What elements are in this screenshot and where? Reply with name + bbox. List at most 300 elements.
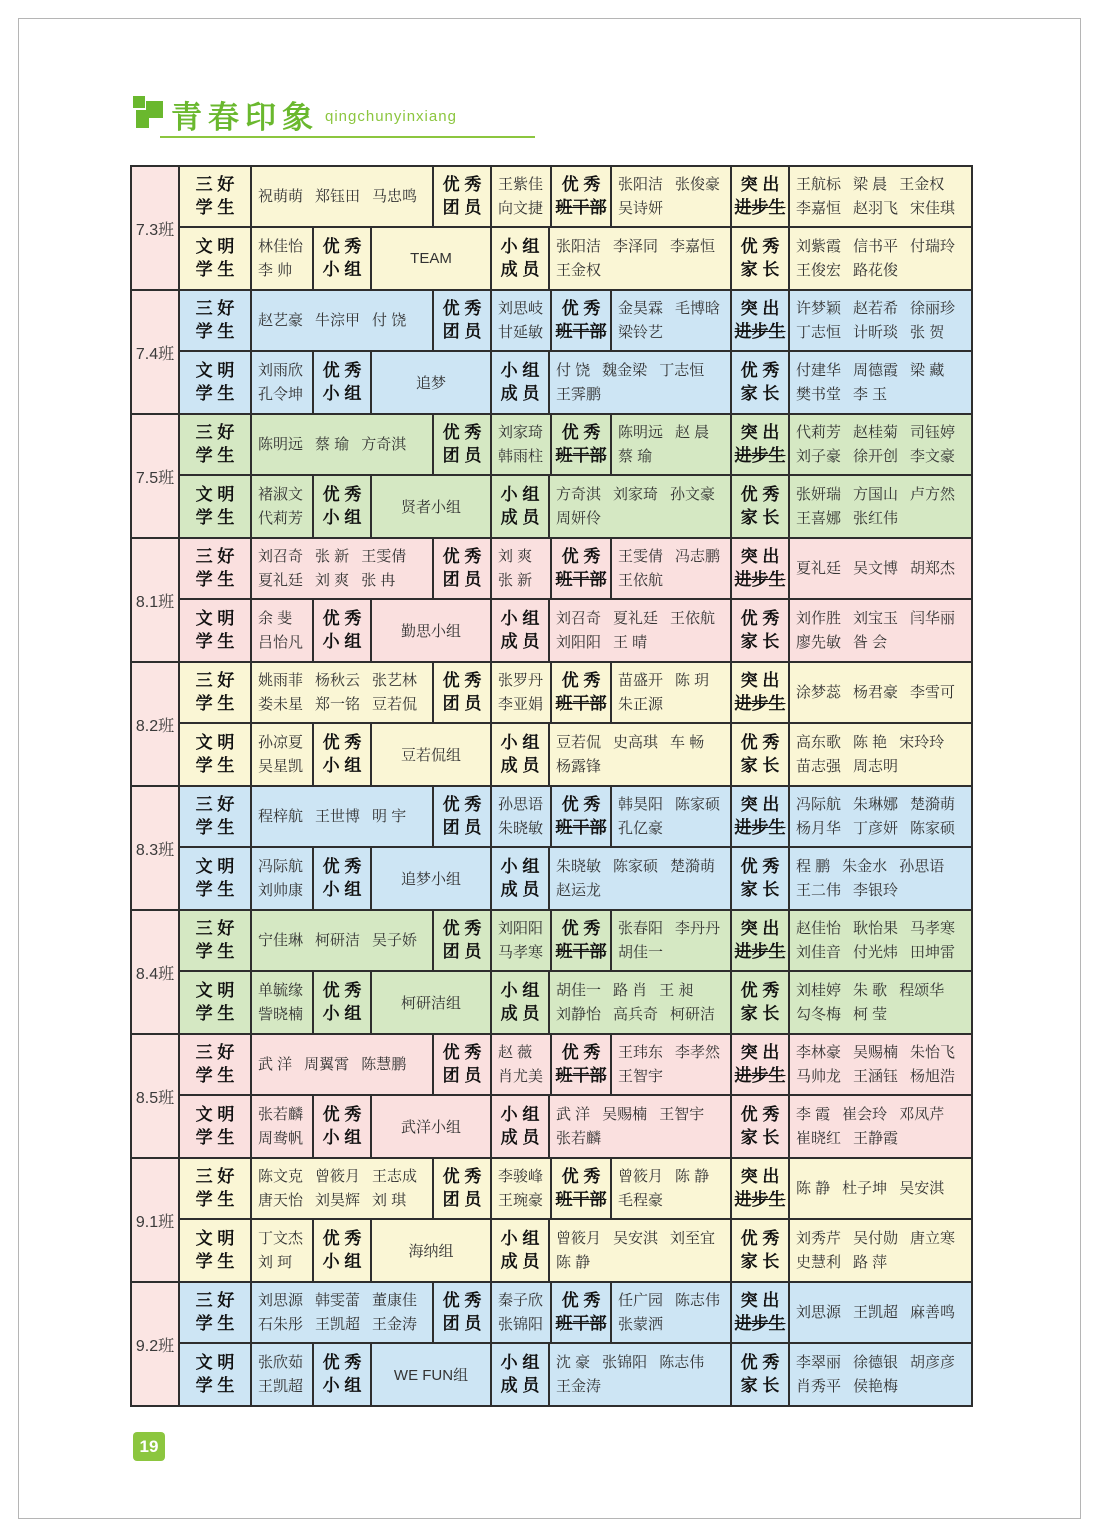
student-name: 徐德银 [853, 1353, 899, 1371]
student-name: 张红伟 [853, 510, 899, 527]
student-name: 姚雨菲 [258, 671, 304, 689]
merit-students-cell [252, 1035, 434, 1094]
league-members-cell [492, 539, 552, 598]
student-name: 刘阳阳 [498, 919, 544, 937]
civilized-students-cell [252, 228, 314, 289]
student-name: 豆若侃 [556, 733, 602, 751]
student-name: 胡郑杰 [910, 559, 956, 577]
student-name: 计昕琰 [853, 324, 899, 341]
class-name-cell: 9.2班 [132, 1283, 180, 1405]
student-name: 马忠鸣 [372, 187, 418, 205]
parent-label: 优 秀 家 长 [732, 600, 790, 661]
group-members-cell [550, 1096, 732, 1157]
student-name: 付 饶 [556, 361, 591, 379]
excellent-parents-cell [790, 600, 971, 661]
student-name: 麻善鸣 [910, 1303, 956, 1321]
student-name: 赵艺豪 [258, 311, 304, 329]
civilized-label: 文 明 学 生 [180, 972, 252, 1033]
cadre-label: 优 秀 班干部 [552, 415, 612, 474]
civilized-label: 文 明 学 生 [180, 476, 252, 537]
student-name: 耿怡果 [853, 919, 899, 937]
class-rows [180, 911, 971, 1033]
student-name: 张锦阳 [498, 1316, 544, 1333]
student-name: 王依航 [618, 572, 664, 589]
student-name: 杨月华 [796, 820, 842, 837]
student-name: 宁佳琳 [258, 931, 304, 949]
student-name: 丁彦妍 [853, 820, 899, 837]
merit-label: 三 好 学 生 [180, 1283, 252, 1342]
cadre-label: 优 秀 班干部 [552, 787, 612, 846]
student-name: 宋佳琪 [910, 200, 956, 217]
student-name: 廖先敏 [796, 634, 842, 651]
league-members-cell [492, 787, 552, 846]
student-name: 杨君豪 [853, 683, 899, 701]
student-name: 丁志恒 [659, 361, 705, 379]
civilized-label: 文 明 学 生 [180, 1220, 252, 1281]
progress-students-cell [790, 291, 971, 350]
student-name: 石朱彤 [258, 1316, 304, 1333]
progress-label: 突 出 进步生 [732, 415, 790, 474]
honor-row-bottom [180, 352, 971, 413]
parent-label: 优 秀 家 长 [732, 228, 790, 289]
group-members-cell [550, 476, 732, 537]
student-name: 吴付勋 [853, 1229, 899, 1247]
student-name: 刘帅康 [258, 882, 304, 899]
honor-row-top [180, 1283, 971, 1344]
student-name: 涂梦蕊 [796, 683, 842, 701]
league-label: 优 秀 团 员 [434, 1035, 492, 1094]
student-name: 王雯倩 [361, 547, 407, 565]
student-name: 张锦阳 [602, 1353, 648, 1371]
student-name: 李丹丹 [675, 919, 721, 937]
student-name: 李 霞 [796, 1105, 831, 1123]
student-name: 刘思源 [796, 1303, 842, 1321]
student-name: 刘 珂 [258, 1254, 293, 1271]
student-name: 单毓缘 [258, 981, 304, 999]
student-name: 刘静怡 [556, 1006, 602, 1023]
group-members-cell [550, 600, 732, 661]
student-name: 李泽同 [613, 237, 659, 255]
class-block-8.2班 [132, 663, 971, 787]
honor-row-bottom [180, 476, 971, 537]
student-name: 梁 晨 [853, 175, 888, 193]
student-name: 李雪可 [910, 683, 956, 701]
student-name: 陈志伟 [659, 1353, 705, 1371]
student-name: 朱琳娜 [853, 795, 899, 813]
student-name: 丁文杰 [258, 1229, 304, 1247]
student-name: 秦子欣 [498, 1291, 544, 1309]
progress-students-cell [790, 415, 971, 474]
student-name: 李 帅 [258, 262, 293, 279]
student-name: 张 冉 [361, 572, 396, 589]
student-name: 邓凤芹 [899, 1105, 945, 1123]
class-block-7.5班 [132, 415, 971, 539]
student-name: 王玮东 [618, 1043, 664, 1061]
civilized-students-cell [252, 724, 314, 785]
progress-label: 突 出 进步生 [732, 291, 790, 350]
student-name: 方国山 [853, 485, 899, 503]
student-name: 郑一铭 [315, 696, 361, 713]
student-name: 信书平 [853, 237, 899, 255]
class-cadres-cell [612, 1159, 732, 1218]
league-label: 优 秀 团 员 [434, 415, 492, 474]
class-block-7.3班 [132, 167, 971, 291]
student-name: 刘阳阳 [556, 634, 602, 651]
excellent-parents-cell [790, 972, 971, 1033]
student-name: 马孝寒 [498, 944, 544, 961]
student-name: 韩昊阳 [618, 795, 664, 813]
class-rows [180, 1035, 971, 1157]
group-label: 优 秀 小 组 [314, 228, 372, 289]
student-name: 史高琪 [613, 733, 659, 751]
member-label: 小 组 成 员 [492, 724, 550, 785]
student-name: 侯艳梅 [853, 1378, 899, 1395]
student-name: 武 洋 [258, 1055, 293, 1073]
member-label: 小 组 成 员 [492, 352, 550, 413]
student-name: 韩雨柱 [498, 448, 544, 465]
excellent-group-cell: 贤者小组 [372, 476, 492, 537]
class-block-8.1班 [132, 539, 971, 663]
student-name: 李银玲 [853, 882, 899, 899]
student-name: 刘紫霞 [796, 237, 842, 255]
student-name: 司钰婷 [910, 423, 956, 441]
student-name: 苗志强 [796, 758, 842, 775]
student-name: 史慧利 [796, 1254, 842, 1271]
honor-row-top [180, 1159, 971, 1220]
class-rows [180, 663, 971, 785]
student-name: 牛淙甲 [315, 311, 361, 329]
civilized-label: 文 明 学 生 [180, 600, 252, 661]
student-name: 吴文博 [853, 559, 899, 577]
member-label: 小 组 成 员 [492, 1096, 550, 1157]
student-name: 王静霞 [853, 1130, 899, 1147]
league-members-cell [492, 911, 552, 970]
student-name: 王涵钰 [853, 1068, 899, 1085]
student-name: 程颂华 [899, 981, 945, 999]
student-name: 宋玲玲 [899, 733, 945, 751]
student-name: 王金涛 [372, 1316, 418, 1333]
student-name: 陈 静 [556, 1254, 591, 1271]
group-label: 优 秀 小 组 [314, 1220, 372, 1281]
merit-students-cell [252, 787, 434, 846]
student-name: 毛程豪 [618, 1192, 664, 1209]
student-name: 刘子豪 [796, 448, 842, 465]
student-name: 张俊豪 [675, 175, 721, 193]
student-name: 褚淑文 [258, 485, 304, 503]
student-name: 杨旭浩 [910, 1068, 956, 1085]
student-name: 张若麟 [258, 1105, 304, 1123]
class-cadres-cell [612, 291, 732, 350]
student-name: 杨露锋 [556, 758, 602, 775]
student-name: 曾筱月 [556, 1229, 602, 1247]
honor-row-bottom [180, 972, 971, 1033]
student-name: 蔡 瑜 [315, 435, 350, 453]
class-name-cell: 8.1班 [132, 539, 180, 661]
student-name: 赵羽飞 [853, 200, 899, 217]
student-name: 楚漪萌 [910, 795, 956, 813]
member-label: 小 组 成 员 [492, 848, 550, 909]
progress-label: 突 出 进步生 [732, 911, 790, 970]
student-name: 周志明 [853, 758, 899, 775]
group-label: 优 秀 小 组 [314, 972, 372, 1033]
student-name: 苗盛开 [618, 671, 664, 689]
merit-students-cell [252, 539, 434, 598]
student-name: 周翼霄 [304, 1055, 350, 1073]
excellent-parents-cell [790, 228, 971, 289]
student-name: 周妍伶 [556, 510, 602, 527]
student-name: 刘思岐 [498, 299, 544, 317]
student-name: 卢方然 [910, 485, 956, 503]
merit-label: 三 好 学 生 [180, 663, 252, 722]
merit-students-cell [252, 911, 434, 970]
student-name: 夏礼廷 [613, 609, 659, 627]
honor-row-top [180, 539, 971, 600]
student-name: 许梦颖 [796, 299, 842, 317]
progress-students-cell [790, 1283, 971, 1342]
student-name: 刘作胜 [796, 609, 842, 627]
excellent-parents-cell [790, 724, 971, 785]
student-name: 程梓航 [258, 807, 304, 825]
progress-label: 突 出 进步生 [732, 663, 790, 722]
student-name: 蔡 瑜 [618, 448, 653, 465]
honor-roll-table [130, 165, 973, 1407]
class-block-9.2班 [132, 1283, 971, 1405]
student-name: 王金涛 [556, 1378, 602, 1395]
student-name: 王二伟 [796, 882, 842, 899]
honor-row-bottom [180, 848, 971, 909]
group-label: 优 秀 小 组 [314, 476, 372, 537]
student-name: 路 肖 [613, 981, 648, 999]
student-name: 张妍瑞 [796, 485, 842, 503]
student-name: 陈 静 [675, 1167, 710, 1185]
parent-label: 优 秀 家 长 [732, 352, 790, 413]
parent-label: 优 秀 家 长 [732, 972, 790, 1033]
student-name: 豆若侃 [372, 696, 418, 713]
student-name: 余 斐 [258, 609, 293, 627]
class-cadres-cell [612, 1283, 732, 1342]
group-members-cell [550, 848, 732, 909]
student-name: 朱晓敏 [556, 857, 602, 875]
header-underline [160, 136, 535, 138]
student-name: 徐丽珍 [910, 299, 956, 317]
class-cadres-cell [612, 663, 732, 722]
student-name: 梁铃艺 [618, 324, 664, 341]
merit-label: 三 好 学 生 [180, 1035, 252, 1094]
progress-students-cell [790, 911, 971, 970]
student-name: 刘至宜 [670, 1229, 716, 1247]
merit-label: 三 好 学 生 [180, 539, 252, 598]
student-name: 陈 静 [796, 1179, 831, 1197]
league-label: 优 秀 团 员 [434, 663, 492, 722]
excellent-parents-cell [790, 1096, 971, 1157]
page-number-badge: 19 [133, 1432, 165, 1461]
student-name: 王凯超 [258, 1378, 304, 1395]
student-name: 周鸯帆 [258, 1130, 304, 1147]
honor-row-bottom [180, 600, 971, 661]
student-name: 韩雯蕾 [315, 1291, 361, 1309]
league-label: 优 秀 团 员 [434, 1283, 492, 1342]
excellent-parents-cell [790, 476, 971, 537]
class-cadres-cell [612, 1035, 732, 1094]
student-name: 陈家硕 [613, 857, 659, 875]
league-members-cell [492, 663, 552, 722]
student-name: 吴赐楠 [602, 1105, 648, 1123]
civilized-label: 文 明 学 生 [180, 352, 252, 413]
student-name: 刘家琦 [613, 485, 659, 503]
student-name: 吴安淇 [613, 1229, 659, 1247]
student-name: 周德霞 [853, 361, 899, 379]
civilized-students-cell [252, 1220, 314, 1281]
league-members-cell [492, 415, 552, 474]
class-cadres-cell [612, 415, 732, 474]
group-members-cell [550, 228, 732, 289]
student-name: 张 贺 [910, 324, 945, 341]
class-rows [180, 167, 971, 289]
student-name: 刘佳音 [796, 944, 842, 961]
excellent-group-cell: 柯研洁组 [372, 972, 492, 1033]
parent-label: 优 秀 家 长 [732, 476, 790, 537]
class-cadres-cell [612, 539, 732, 598]
student-name: 王 晴 [613, 634, 648, 651]
civilized-students-cell [252, 476, 314, 537]
student-name: 李孝然 [675, 1043, 721, 1061]
student-name: 王世博 [315, 807, 361, 825]
student-name: 刘召奇 [556, 609, 602, 627]
member-label: 小 组 成 员 [492, 972, 550, 1033]
cadre-label: 优 秀 班干部 [552, 911, 612, 970]
honor-row-top [180, 167, 971, 228]
student-name: 林佳怡 [258, 237, 304, 255]
honor-row-top [180, 663, 971, 724]
student-name: 孙凉夏 [258, 733, 304, 751]
group-members-cell [550, 352, 732, 413]
student-name: 王雯倩 [618, 547, 664, 565]
student-name: 刘秀芹 [796, 1229, 842, 1247]
class-block-8.5班 [132, 1035, 971, 1159]
civilized-students-cell [252, 600, 314, 661]
group-members-cell [550, 1344, 732, 1405]
league-label: 优 秀 团 员 [434, 1159, 492, 1218]
student-name: 代莉芳 [796, 423, 842, 441]
student-name: 马孝寒 [910, 919, 956, 937]
student-name: 陈家硕 [910, 820, 956, 837]
excellent-group-cell: 勤思小组 [372, 600, 492, 661]
group-members-cell [550, 972, 732, 1033]
group-label: 优 秀 小 组 [314, 1096, 372, 1157]
student-name: 勾冬梅 [796, 1006, 842, 1023]
student-name: 王 昶 [659, 981, 694, 999]
student-name: 王智宇 [618, 1068, 664, 1085]
civilized-students-cell [252, 1344, 314, 1405]
parent-label: 优 秀 家 长 [732, 848, 790, 909]
progress-students-cell [790, 787, 971, 846]
civilized-label: 文 明 学 生 [180, 228, 252, 289]
league-label: 优 秀 团 员 [434, 787, 492, 846]
student-name: 高兵奇 [613, 1006, 659, 1023]
student-name: 赵 薇 [498, 1043, 533, 1061]
student-name: 胡佳一 [618, 944, 664, 961]
student-name: 毛博晗 [675, 299, 721, 317]
student-name: 娄未星 [258, 696, 304, 713]
student-name: 楚漪萌 [670, 857, 716, 875]
cadre-label: 优 秀 班干部 [552, 291, 612, 350]
student-name: 王琬豪 [498, 1192, 544, 1209]
progress-students-cell [790, 663, 971, 722]
student-name: 张艺林 [372, 671, 418, 689]
progress-students-cell [790, 1159, 971, 1218]
class-cadres-cell [612, 911, 732, 970]
student-name: 吴诗妍 [618, 200, 664, 217]
student-name: 唐立寒 [910, 1229, 956, 1247]
student-name: 朱怡飞 [910, 1043, 956, 1061]
student-name: 张阳洁 [618, 175, 664, 193]
page-header [133, 92, 553, 140]
league-members-cell [492, 1035, 552, 1094]
cadre-label: 优 秀 班干部 [552, 1035, 612, 1094]
merit-label: 三 好 学 生 [180, 167, 252, 226]
parent-label: 优 秀 家 长 [732, 1220, 790, 1281]
member-label: 小 组 成 员 [492, 1344, 550, 1405]
student-name: 李亚娟 [498, 696, 544, 713]
class-rows [180, 787, 971, 909]
student-name: 昝 会 [853, 634, 888, 651]
student-name: 冯志鹏 [675, 547, 721, 565]
student-name: 朱金水 [842, 857, 888, 875]
student-name: 付瑞玲 [910, 237, 956, 255]
league-members-cell [492, 291, 552, 350]
student-name: 高东歌 [796, 733, 842, 751]
student-name: 李骏峰 [498, 1167, 544, 1185]
student-name: 柯 莹 [853, 1006, 888, 1023]
class-name-cell: 7.3班 [132, 167, 180, 289]
excellent-parents-cell [790, 1344, 971, 1405]
class-block-7.4班 [132, 291, 971, 415]
student-name: 祝萌萌 [258, 187, 304, 205]
student-name: 车 畅 [670, 733, 705, 751]
merit-students-cell [252, 1159, 434, 1218]
student-name: 朱正源 [618, 696, 664, 713]
class-block-8.4班 [132, 911, 971, 1035]
cadre-label: 优 秀 班干部 [552, 539, 612, 598]
league-label: 优 秀 团 员 [434, 291, 492, 350]
student-name: 闫华丽 [910, 609, 956, 627]
student-name: 张 新 [315, 547, 350, 565]
student-name: 李嘉恒 [670, 237, 716, 255]
merit-students-cell [252, 1283, 434, 1342]
student-name: 王俊宏 [796, 262, 842, 279]
student-name: 夏礼廷 [796, 559, 842, 577]
parent-label: 优 秀 家 长 [732, 1096, 790, 1157]
class-name-cell: 8.2班 [132, 663, 180, 785]
student-name: 张若麟 [556, 1130, 602, 1147]
student-name: 沈 豪 [556, 1353, 591, 1371]
student-name: 刘桂婷 [796, 981, 842, 999]
parent-label: 优 秀 家 长 [732, 1344, 790, 1405]
student-name: 胡佳一 [556, 981, 602, 999]
student-name: 李文豪 [910, 448, 956, 465]
student-name: 付建华 [796, 361, 842, 379]
excellent-group-cell: 武洋小组 [372, 1096, 492, 1157]
progress-students-cell [790, 539, 971, 598]
student-name: 赵 晨 [675, 423, 710, 441]
student-name: 陈慧鹏 [361, 1055, 407, 1073]
student-name: 陈家硕 [675, 795, 721, 813]
student-name: 肖秀平 [796, 1378, 842, 1395]
student-name: 路 萍 [853, 1254, 888, 1271]
student-name: 孙思语 [899, 857, 945, 875]
student-name: 路花俊 [853, 262, 899, 279]
league-label: 优 秀 团 员 [434, 539, 492, 598]
